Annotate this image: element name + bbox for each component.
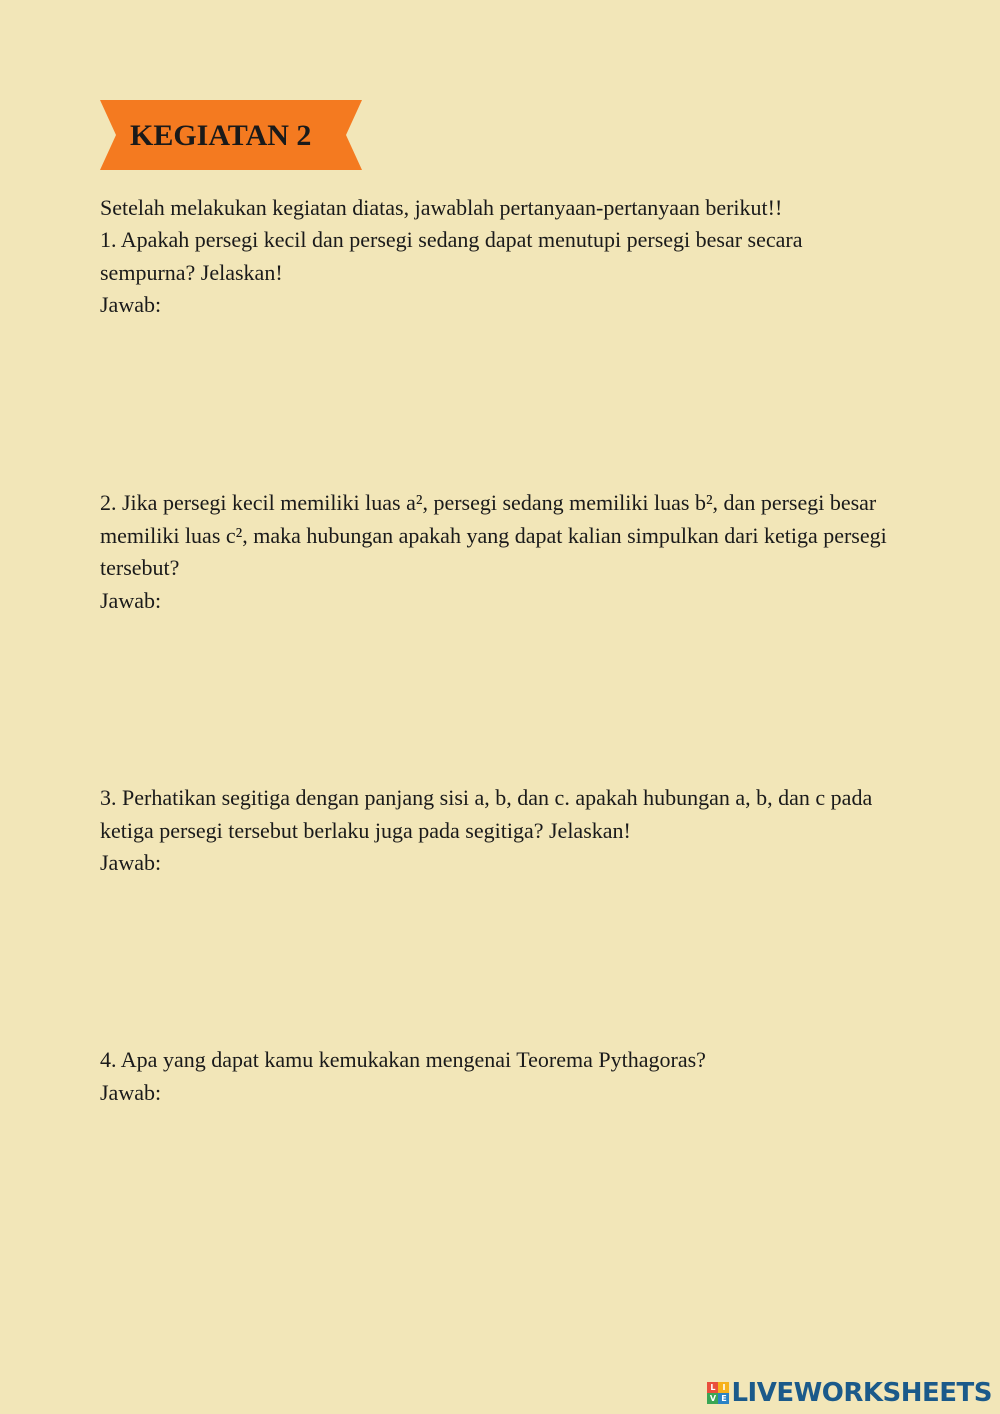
answer-label: Jawab: bbox=[100, 850, 162, 875]
logo-mark-icon bbox=[707, 1382, 729, 1404]
answer-area-4[interactable] bbox=[100, 1112, 900, 1342]
instructions bbox=[100, 192, 900, 225]
question-text: 4. Apa yang dapat kamu kemukakan mengenai Teorema Pythagoras? bbox=[100, 1047, 706, 1072]
question-3 bbox=[100, 782, 900, 880]
answer-label: Jawab: bbox=[100, 587, 162, 613]
logo-letter: L bbox=[707, 1382, 718, 1393]
logo-letter: V bbox=[707, 1393, 718, 1404]
answer-label: Jawab: bbox=[100, 292, 162, 317]
logo-letter: I bbox=[718, 1382, 729, 1393]
question-4 bbox=[100, 1044, 900, 1109]
question-text: 1. Apakah persegi kecil dan persegi sedang dapat menutupi persegi besar secara sempurna? Jelaskan! bbox=[100, 227, 803, 285]
answer-label: Jawab: bbox=[100, 1079, 162, 1105]
question-text: 3. Perhatikan segitiga dengan panjang sisi a, b, dan c. apakah hubungan a, b, dan c pada ketiga persegi tersebut berlaku juga pada segitiga? Jelaskan! bbox=[100, 785, 873, 843]
liveworksheets-logo bbox=[707, 1378, 992, 1408]
instructions-text: Setelah melakukan kegiatan diatas, jawablah pertanyaan-pertanyaan berikut!! bbox=[100, 195, 783, 220]
question-1 bbox=[100, 224, 900, 322]
logo-letter: E bbox=[718, 1393, 729, 1404]
question-text: 2. Jika persegi kecil memiliki luas a², persegi sedang memiliki luas b², dan persegi besar memiliki luas c², maka hubungan apakah yang dapat kalian simpulkan dari ketiga persegi tersebut? bbox=[100, 490, 887, 580]
logo-text: LIVEWORKSHEETS bbox=[731, 1378, 992, 1408]
activity-banner bbox=[100, 100, 362, 170]
answer-area-3[interactable] bbox=[100, 882, 900, 1032]
answer-area-2[interactable] bbox=[100, 620, 900, 770]
answer-area-1[interactable] bbox=[100, 325, 900, 475]
page-title: KEGIATAN 2 bbox=[130, 119, 312, 152]
question-2 bbox=[100, 487, 900, 617]
